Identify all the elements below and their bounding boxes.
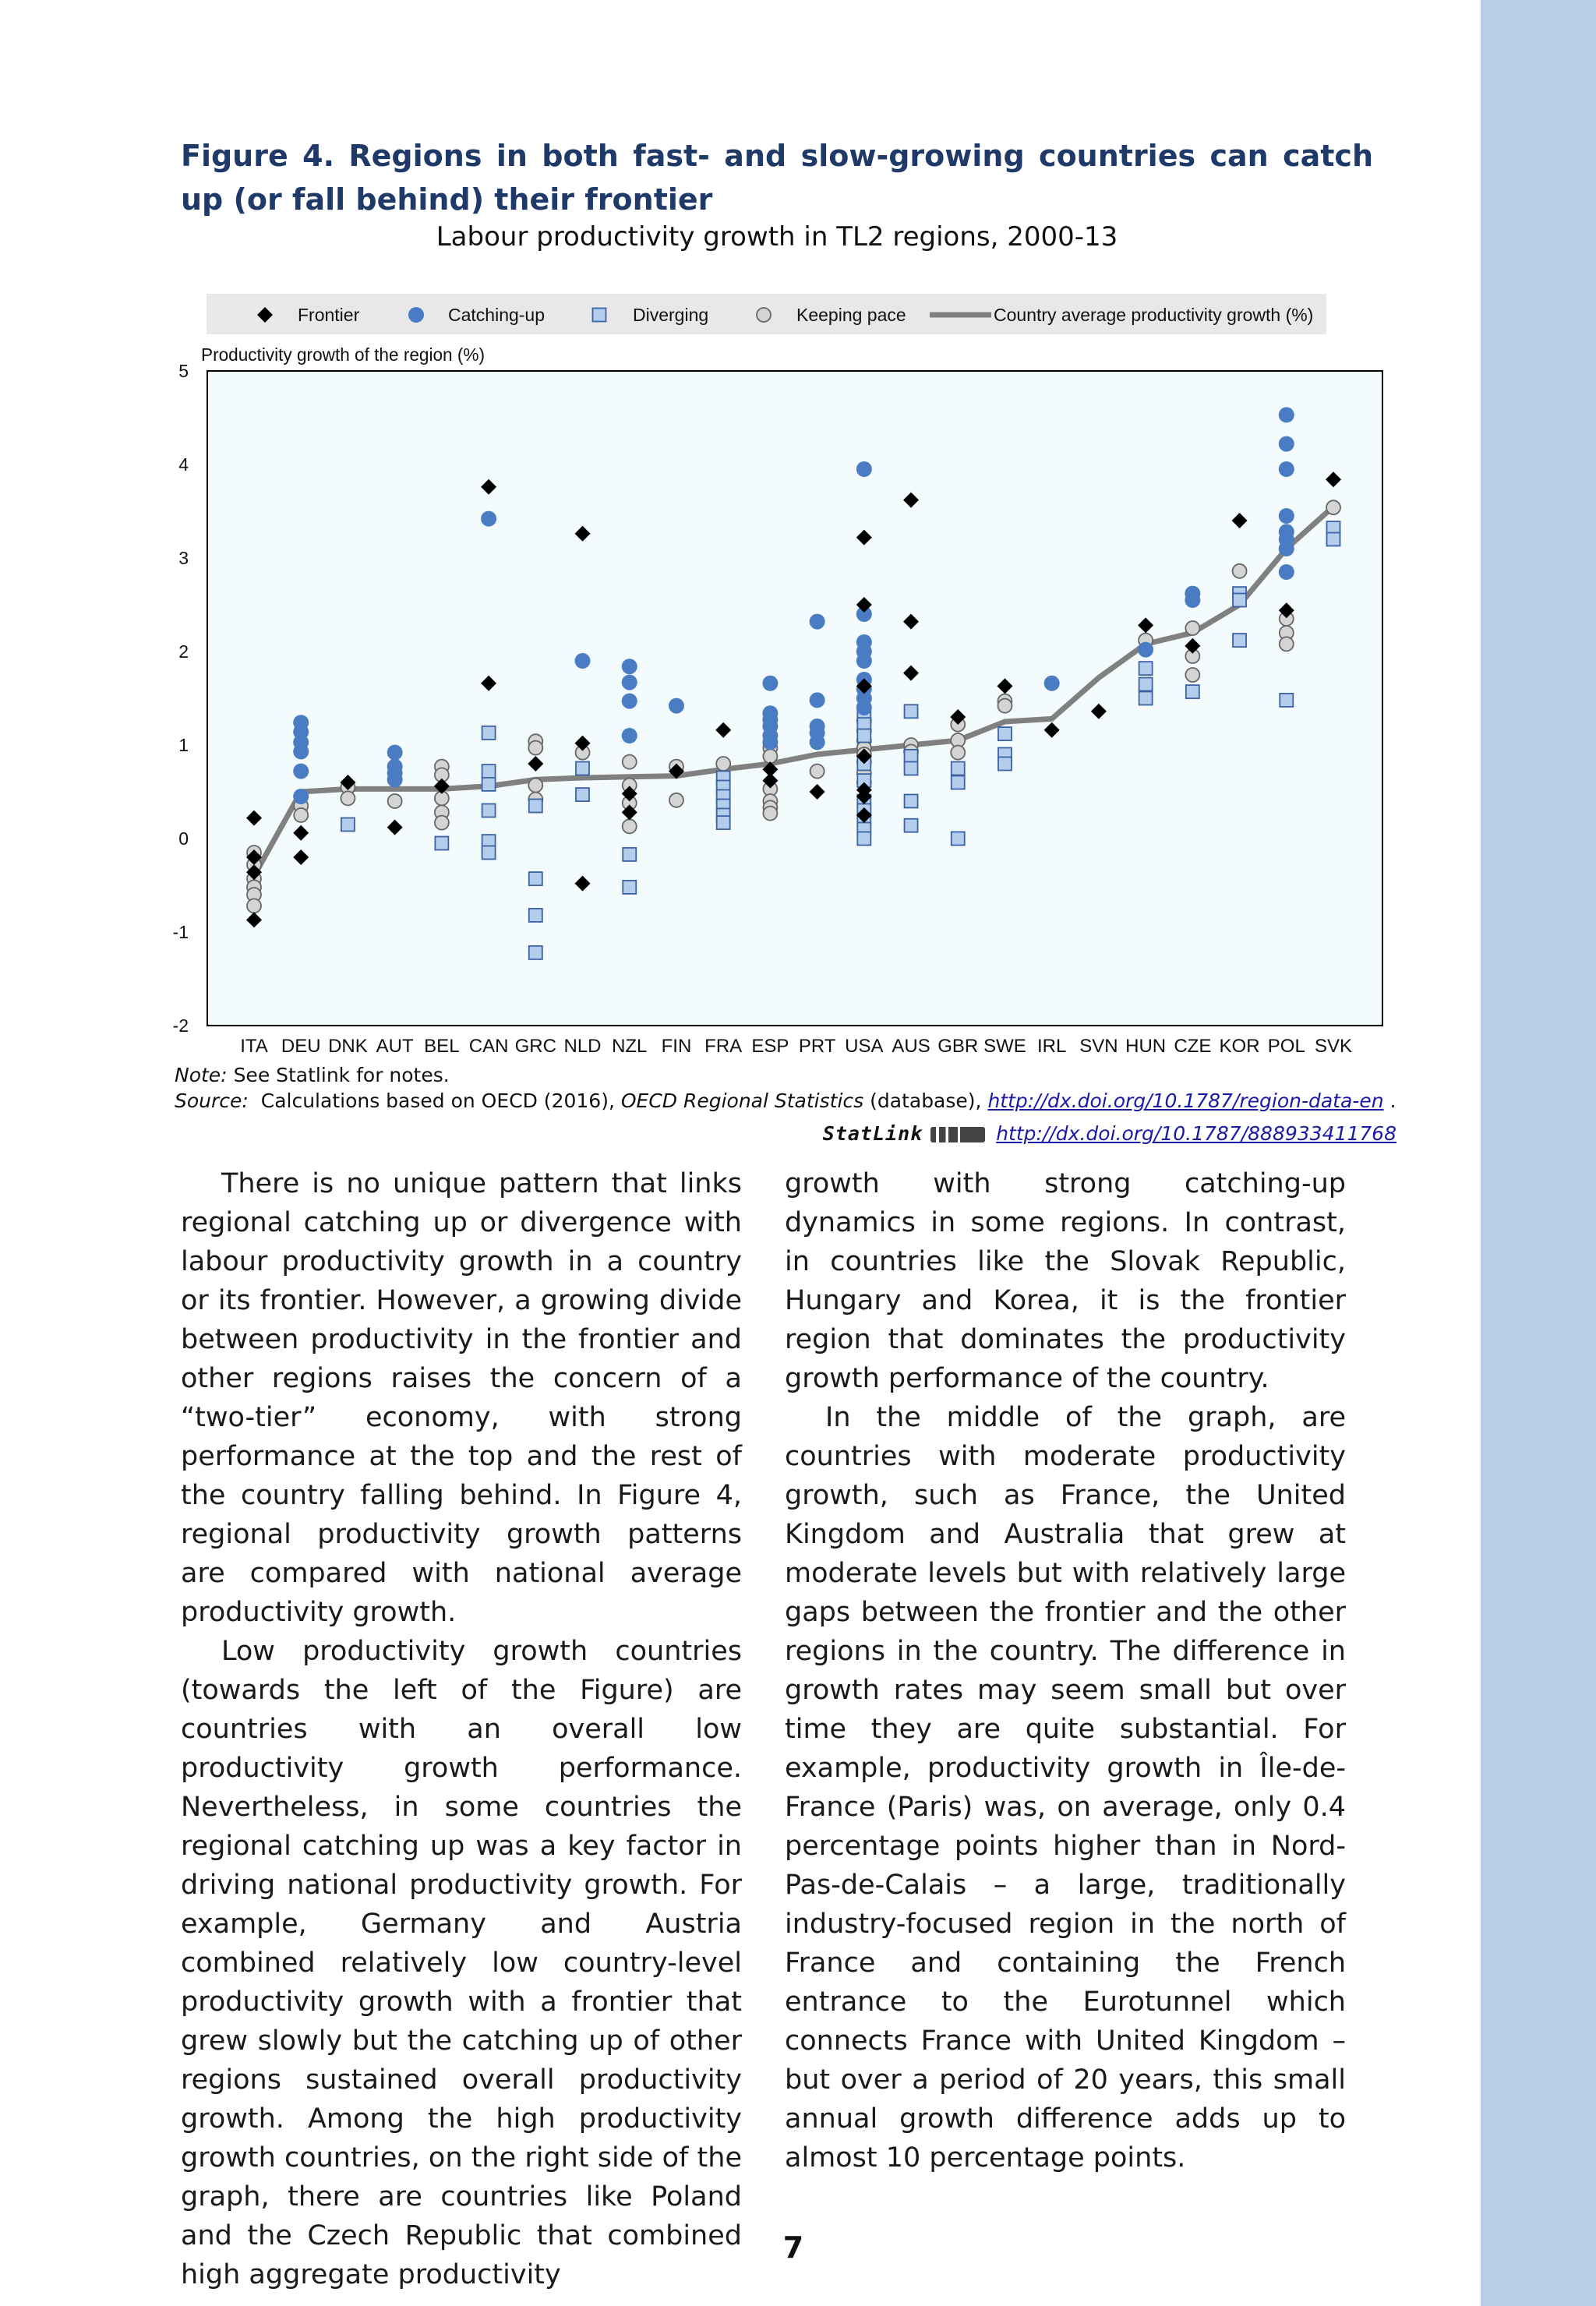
legend-catching-up-icon xyxy=(408,307,424,323)
catching-up-point xyxy=(1279,461,1294,477)
figure-title: Figure 4. Regions in both fast- and slow-growing countries can catch up (or fall behind) their frontier xyxy=(181,139,1373,217)
diverging-point xyxy=(576,762,589,775)
diverging-point xyxy=(435,837,448,850)
keeping-pace-point xyxy=(951,746,965,760)
x-tick-label: CZE xyxy=(1174,1036,1212,1057)
body-column-left xyxy=(181,1164,742,2294)
x-tick-label: HUN xyxy=(1125,1036,1167,1057)
diverging-point xyxy=(529,872,542,885)
legend-label: Diverging xyxy=(633,305,709,325)
legend-label: Frontier xyxy=(298,305,360,325)
x-tick-label: AUS xyxy=(892,1036,930,1057)
legend-label: Catching-up xyxy=(448,305,546,325)
x-tick-label: BEL xyxy=(424,1036,460,1057)
y-tick-label: 5 xyxy=(178,361,189,381)
diverging-point xyxy=(623,848,636,861)
x-tick-label: IRL xyxy=(1037,1036,1067,1057)
diverging-point xyxy=(1233,594,1246,607)
keeping-pace-point xyxy=(669,793,683,807)
diverging-point xyxy=(529,946,542,959)
catching-up-point xyxy=(1279,541,1294,556)
x-tick-label: SVN xyxy=(1079,1036,1118,1057)
figure-subtitle: Labour productivity growth in TL2 regions, 2000-13 xyxy=(436,221,1118,252)
x-tick-label: SWE xyxy=(983,1036,1026,1057)
x-tick-label: FIN xyxy=(661,1036,692,1057)
keeping-pace-point xyxy=(763,807,777,821)
y-tick-label: 4 xyxy=(178,454,189,475)
x-tick-label: ITA xyxy=(240,1036,268,1057)
x-tick-label: AUT xyxy=(376,1036,414,1057)
source-label: Source: xyxy=(175,1089,249,1112)
x-tick-label: DEU xyxy=(281,1036,321,1057)
catching-up-point xyxy=(762,676,778,691)
catching-up-point xyxy=(293,789,309,804)
x-tick-label: GBR xyxy=(937,1036,979,1057)
statlink-row xyxy=(823,1122,1396,1145)
diverging-point xyxy=(905,795,918,808)
catching-up-point xyxy=(293,743,309,759)
diverging-point xyxy=(482,765,496,778)
keeping-pace-point xyxy=(1233,564,1247,578)
diverging-point xyxy=(529,800,542,813)
catching-up-point xyxy=(387,772,403,787)
diverging-point xyxy=(952,832,965,846)
diverging-point xyxy=(905,705,918,718)
statlink-logo: StatLink xyxy=(822,1122,923,1145)
legend-diverging-icon xyxy=(593,309,606,322)
catching-up-point xyxy=(481,511,496,527)
y-tick-label: 3 xyxy=(178,548,189,568)
statlink-badge-icon xyxy=(930,1127,985,1142)
y-tick-label: -2 xyxy=(172,1015,189,1036)
x-tick-label: GRC xyxy=(514,1036,556,1057)
catching-up-point xyxy=(622,659,637,674)
plot-area xyxy=(207,371,1382,1026)
x-tick-label: USA xyxy=(845,1036,884,1057)
x-tick-label: CAN xyxy=(468,1036,509,1057)
catching-up-point xyxy=(1279,407,1294,422)
x-tick-label: NLD xyxy=(563,1036,602,1057)
catching-up-point xyxy=(1044,676,1060,691)
y-tick-label: 1 xyxy=(178,735,189,755)
catching-up-point xyxy=(622,694,637,709)
diverging-point xyxy=(1186,685,1199,698)
keeping-pace-point xyxy=(1280,637,1294,651)
x-tick-label: POL xyxy=(1267,1036,1305,1057)
legend-keeping-pace-icon xyxy=(757,308,771,322)
keeping-pace-point xyxy=(528,741,542,755)
x-axis-ticks xyxy=(240,1036,1352,1057)
diverging-point xyxy=(1139,678,1153,691)
diverging-point xyxy=(998,727,1012,740)
keeping-pace-point xyxy=(341,791,355,805)
y-tick-label: -1 xyxy=(172,922,189,942)
page-number: 7 xyxy=(782,2230,804,2265)
y-tick-label: 0 xyxy=(178,828,189,849)
diverging-point xyxy=(482,726,496,740)
y-axis-label: Productivity growth of the region (%) xyxy=(201,344,485,365)
legend-label: Country average productivity growth (%) xyxy=(994,305,1314,325)
diverging-point xyxy=(1327,533,1340,546)
keeping-pace-point xyxy=(623,755,637,769)
keeping-pace-point xyxy=(623,819,637,833)
keeping-pace-point xyxy=(1326,500,1340,514)
x-tick-label: KOR xyxy=(1219,1036,1260,1057)
paragraph: growth with strong catching-up dynamics in some regions. In contrast, in countries like the Slovak Republic, Hungary and Korea, it is the frontier region that dominates the productivity growth performance of the country. xyxy=(785,1168,1346,1394)
keeping-pace-point xyxy=(247,899,261,913)
source-text-after: (database), xyxy=(870,1089,982,1112)
keeping-pace-point xyxy=(998,699,1012,713)
paragraph: In the middle of the graph, are countries with moderate productivity growth, such as France, the United Kingdom and Australia that grew at moderate levels but with relatively large gaps between the frontier and the other regions in the country. The difference in growth rates may seem small but over time they are quite substantial. For example, productivity growth in Île-de-France (Paris) was, on average, only 0.4 percentage points higher than in Nord-Pas-de-Calais – a large, traditionally industry-focused region in the north of France and containing the French entrance to the Eurotunnel which connects France with United Kingdom – but over a period of 20 years, this small annual growth difference adds up to almost 10 percentage points. xyxy=(785,1402,1346,2174)
keeping-pace-point xyxy=(810,765,824,779)
figure-source xyxy=(175,1089,1396,1112)
keeping-pace-point xyxy=(294,808,308,822)
body-column-right xyxy=(785,1164,1346,2177)
statlink-link[interactable]: http://dx.doi.org/10.1787/888933411768 xyxy=(996,1122,1396,1145)
diverging-point xyxy=(717,816,730,829)
source-end: . xyxy=(1389,1089,1396,1112)
note-label: Note: xyxy=(175,1064,228,1086)
keeping-pace-point xyxy=(388,794,402,808)
diverging-point xyxy=(623,881,636,894)
catching-up-point xyxy=(622,675,637,690)
catching-up-point xyxy=(856,653,872,669)
paragraph: Low productivity growth countries (towards the left of the Figure) are countries with an overall low productivity growth performance. Nevertheless, in some countries the regional catching up was a key factor in driving national productivity growth. For example, Germany and Austria combined relatively low country-level productivity growth with a frontier that grew slowly but the catching up of other regions sustained overall productivity growth. Among the high productivity growth countries, on the right side of the graph, there are countries like Poland and the Czech Republic that combined high aggregate productivity xyxy=(181,1636,742,2290)
x-tick-label: SVK xyxy=(1314,1036,1353,1057)
catching-up-point xyxy=(1138,642,1153,658)
diverging-point xyxy=(1139,692,1153,705)
catching-up-point xyxy=(1279,564,1294,580)
source-database-title: OECD Regional Statistics xyxy=(620,1089,864,1112)
productivity-chart xyxy=(0,0,1596,1068)
x-tick-label: PRT xyxy=(798,1036,836,1057)
x-tick-label: NZL xyxy=(612,1036,648,1057)
source-text: Calculations based on OECD (2016), xyxy=(260,1089,615,1112)
catching-up-point xyxy=(622,728,637,743)
diverging-point xyxy=(1280,694,1293,707)
catching-up-point xyxy=(810,692,825,708)
x-tick-label: DNK xyxy=(328,1036,368,1057)
catching-up-point xyxy=(1279,508,1294,524)
diverging-point xyxy=(952,776,965,789)
diverging-point xyxy=(341,818,355,832)
diverging-point xyxy=(952,762,965,775)
diverging-point xyxy=(905,750,918,763)
keeping-pace-point xyxy=(763,749,777,763)
catching-up-point xyxy=(1185,592,1200,608)
diverging-point xyxy=(1139,662,1153,675)
note-text: See Statlink for notes. xyxy=(233,1064,450,1086)
catching-up-point xyxy=(669,698,684,714)
diverging-point xyxy=(482,804,496,818)
legend-label: Keeping pace xyxy=(796,305,906,325)
diverging-point xyxy=(905,762,918,775)
diverging-point xyxy=(857,832,870,846)
diverging-point xyxy=(482,846,496,860)
y-axis-ticks xyxy=(173,361,189,1036)
catching-up-point xyxy=(810,614,825,630)
x-tick-label: FRA xyxy=(704,1036,743,1057)
catching-up-point xyxy=(856,461,872,477)
diverging-point xyxy=(576,788,589,801)
catching-up-point xyxy=(1279,436,1294,452)
x-tick-label: ESP xyxy=(751,1036,789,1057)
source-link[interactable]: http://dx.doi.org/10.1787/region-data-en xyxy=(987,1089,1384,1112)
keeping-pace-point xyxy=(435,816,449,830)
figure-note xyxy=(175,1064,450,1086)
keeping-pace-point xyxy=(716,757,730,771)
diverging-point xyxy=(905,819,918,832)
catching-up-point xyxy=(810,734,825,750)
keeping-pace-point xyxy=(528,779,542,793)
catching-up-point xyxy=(762,734,778,750)
y-tick-label: 2 xyxy=(178,641,189,662)
diverging-point xyxy=(529,909,542,922)
diverging-point xyxy=(1233,634,1246,647)
keeping-pace-point xyxy=(1185,668,1199,682)
catching-up-point xyxy=(575,653,591,669)
diverging-point xyxy=(998,757,1012,771)
keeping-pace-point xyxy=(1185,621,1199,635)
catching-up-point xyxy=(387,745,403,761)
diverging-point xyxy=(857,729,870,743)
catching-up-point xyxy=(856,700,872,715)
diverging-point xyxy=(482,778,496,791)
catching-up-point xyxy=(293,764,309,779)
paragraph: There is no unique pattern that links regional catching up or divergence with labour productivity growth in a country or its frontier. However, a growing divide between productivity in the frontier and other regions raises the concern of a “two-tier” economy, with strong performance at the top and the rest of the country falling behind. In Figure 4, regional productivity growth patterns are compared with national average productivity growth. xyxy=(181,1168,742,1628)
